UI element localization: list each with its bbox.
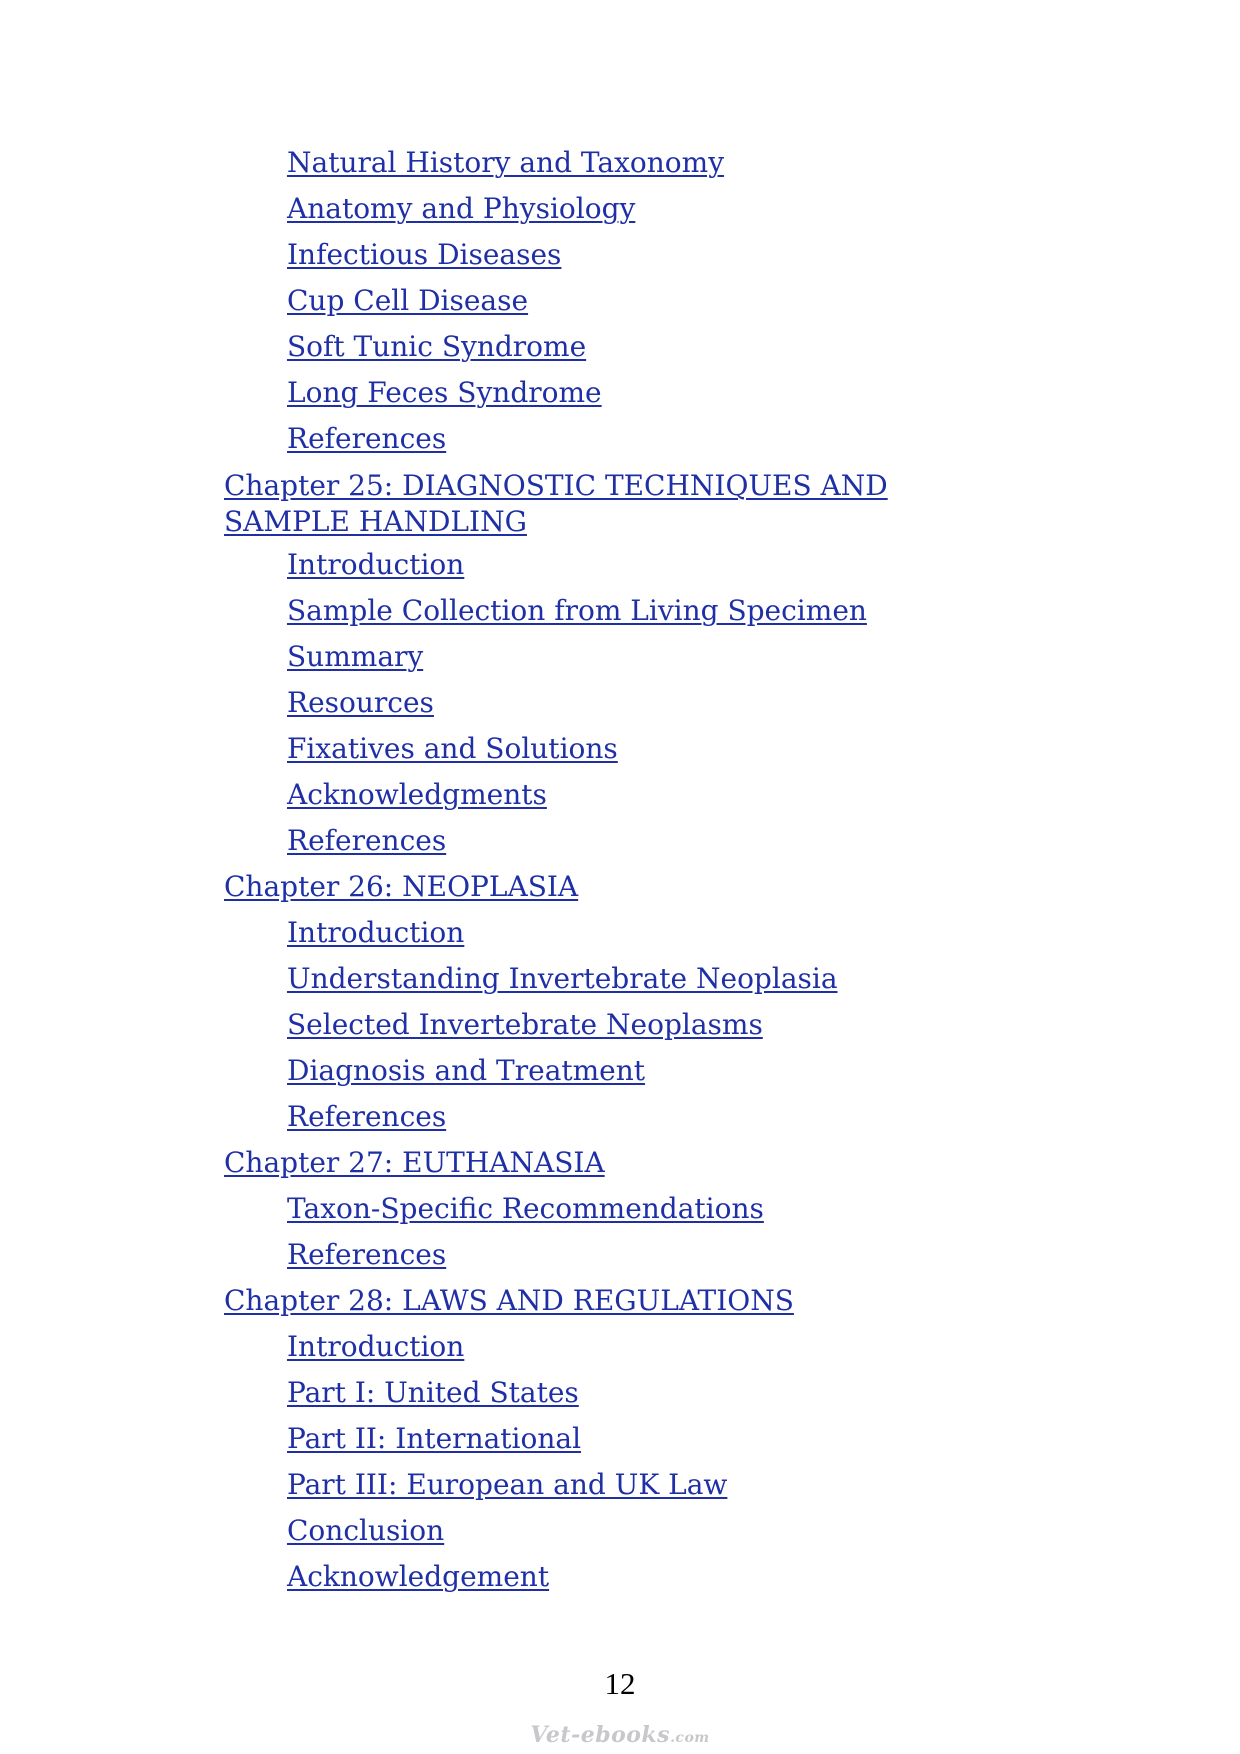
toc-link[interactable]: Summary [287,640,424,673]
toc-link[interactable]: References [287,824,447,857]
toc-link[interactable]: Part I: United States [287,1376,579,1409]
toc-link[interactable]: Fixatives and Solutions [287,732,618,765]
toc-link[interactable]: Introduction [287,1330,465,1363]
toc-link[interactable]: References [287,1238,447,1271]
toc-link[interactable]: Soft Tunic Syndrome [287,330,587,363]
toc-link[interactable]: Taxon-Specific Recommendations [287,1192,764,1225]
watermark-text: Vet-ebooks [530,1722,671,1748]
toc-link[interactable]: Diagnosis and Treatment [287,1054,646,1087]
toc-link[interactable]: Natural History and Taxonomy [287,146,725,179]
toc-link[interactable]: Part III: European and UK Law [287,1468,728,1501]
toc-link[interactable]: Selected Invertebrate Neoplasms [287,1008,763,1041]
toc-link[interactable]: References [287,1100,447,1133]
watermark-logo [0,1722,1240,1748]
toc-link[interactable]: Introduction [287,916,465,949]
toc-chapter-link[interactable]: Chapter 27: EUTHANASIA [224,1146,605,1179]
toc-link[interactable]: Resources [287,686,434,719]
toc-chapter-link[interactable]: Chapter 28: LAWS AND REGULATIONS [224,1284,794,1317]
table-of-contents [224,146,984,1606]
toc-link[interactable]: Cup Cell Disease [287,284,529,317]
page-number: 12 [604,1666,636,1701]
toc-link[interactable]: References [287,422,447,455]
toc-link[interactable]: Long Feces Syndrome [287,376,602,409]
toc-chapter-link[interactable]: Chapter 26: NEOPLASIA [224,870,579,903]
toc-link[interactable]: Understanding Invertebrate Neoplasia [287,962,838,995]
watermark-suffix: .com [670,1730,710,1746]
toc-link[interactable]: Anatomy and Physiology [287,192,636,225]
toc-link[interactable]: Sample Collection from Living Specimen [287,594,867,627]
toc-link[interactable]: Conclusion [287,1514,445,1547]
toc-link[interactable]: Infectious Diseases [287,238,562,271]
toc-chapter-link[interactable]: Chapter 25: DIAGNOSTIC TECHNIQUES AND SAMPLE HANDLING [224,469,888,538]
toc-link[interactable]: Introduction [287,548,465,581]
toc-link[interactable]: Part II: International [287,1422,582,1455]
toc-link[interactable]: Acknowledgement [287,1560,550,1593]
toc-link[interactable]: Acknowledgments [287,778,547,811]
